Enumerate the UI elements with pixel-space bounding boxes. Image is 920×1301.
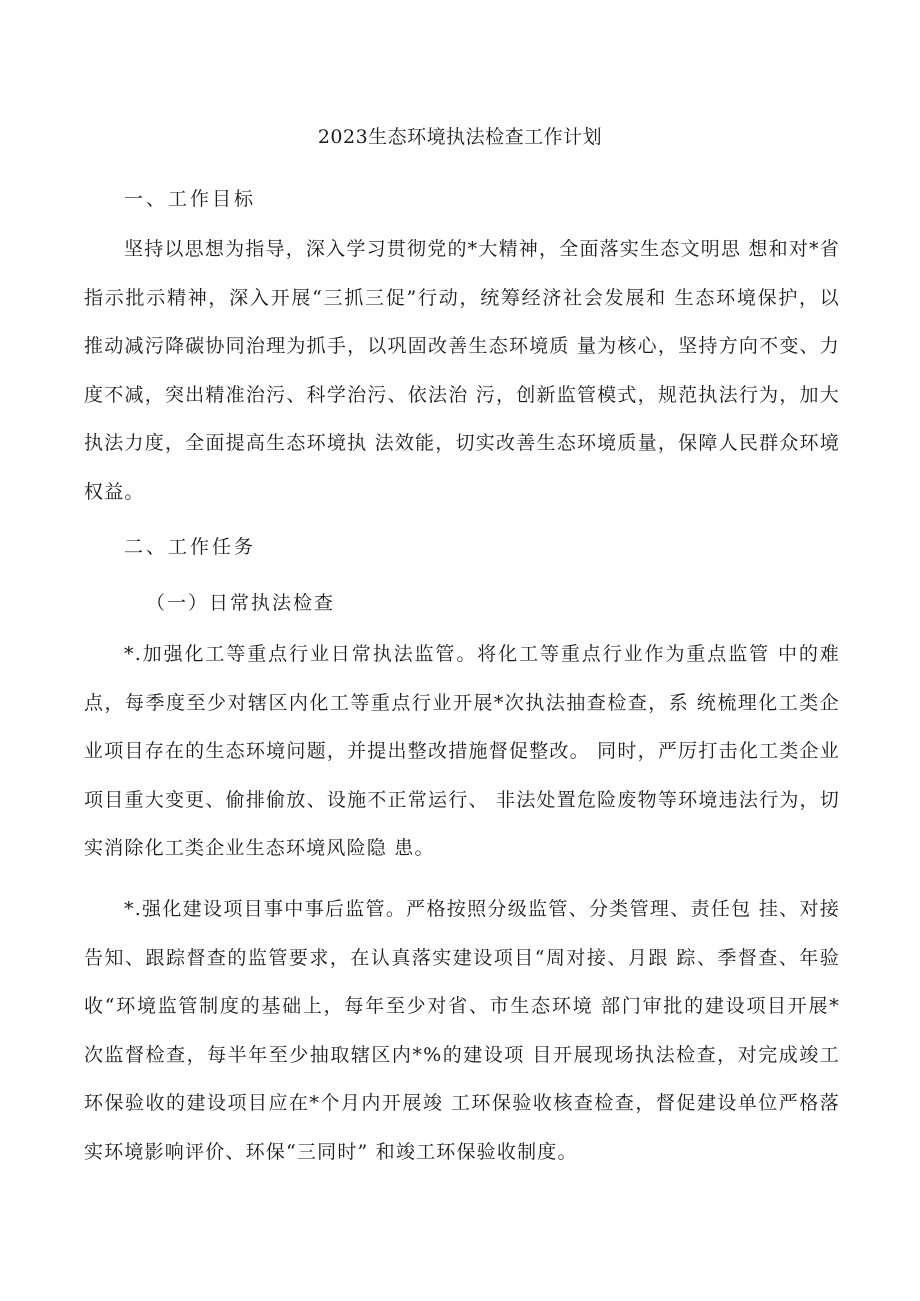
section-heading-tasks: 二、工作任务: [124, 536, 257, 558]
subsection-heading-daily-inspection: （一）日常执法检查: [146, 592, 336, 614]
document-title: 2023生态环境执法检查工作计划: [317, 126, 603, 148]
goals-paragraph: 坚持以思想为指导，深入学习贯彻党的*大精神，全面落实生态文明思 想和对*省指示批示精神，深入开展“三抓三促”行动，统筹经济社会发展和 生态环境保护，以推动减污降碳协同治理为抓手，以巩固改善生态环境质 量为核心，坚持方向不变、力度不减，突出精准治污、科学治污、依法治 污，创新监管模式，规范执法行为，加大执法力度，全面提高生态环境执 法效能，切实改善生态环境质量，保障人民群众环境权益。: [84, 238, 840, 503]
task-paragraph-chemical-industry: *.加强化工等重点行业日常执法监管。将化工等重点行业作为重点监管 中的难点，每季度至少对辖区内化工等重点行业开展*次执法抽查检查，系 统梳理化工类企业项目存在的生态环境问题，并提出整改措施督促整改。 同时，严厉打击化工类企业项目重大变更、偷排偷放、设施不正常运行、 非法处置危险废物等环境违法行为，切实消除化工类企业生态环境风险隐 患。: [84, 643, 840, 860]
task-paragraph-construction-projects: *.强化建设项目事中事后监管。严格按照分级监管、分类管理、责任包 挂、对接告知、跟踪督查的监管要求，在认真落实建设项目“周对接、月跟 踪、季督查、年验收“环境监管制度的基础上，每年至少对省、市生态环境 部门审批的建设项目开展*次监督检查，每半年至少抽取辖区内*%的建设项 目开展现场执法检查，对完成竣工环保验收的建设项目应在*个月内开展竣 工环保验收核查检查，督促建设单位严格落实环境影响评价、环保“三同时” 和竣工环保验收制度。: [84, 898, 840, 1163]
section-heading-goals: 一、工作目标: [124, 188, 257, 210]
